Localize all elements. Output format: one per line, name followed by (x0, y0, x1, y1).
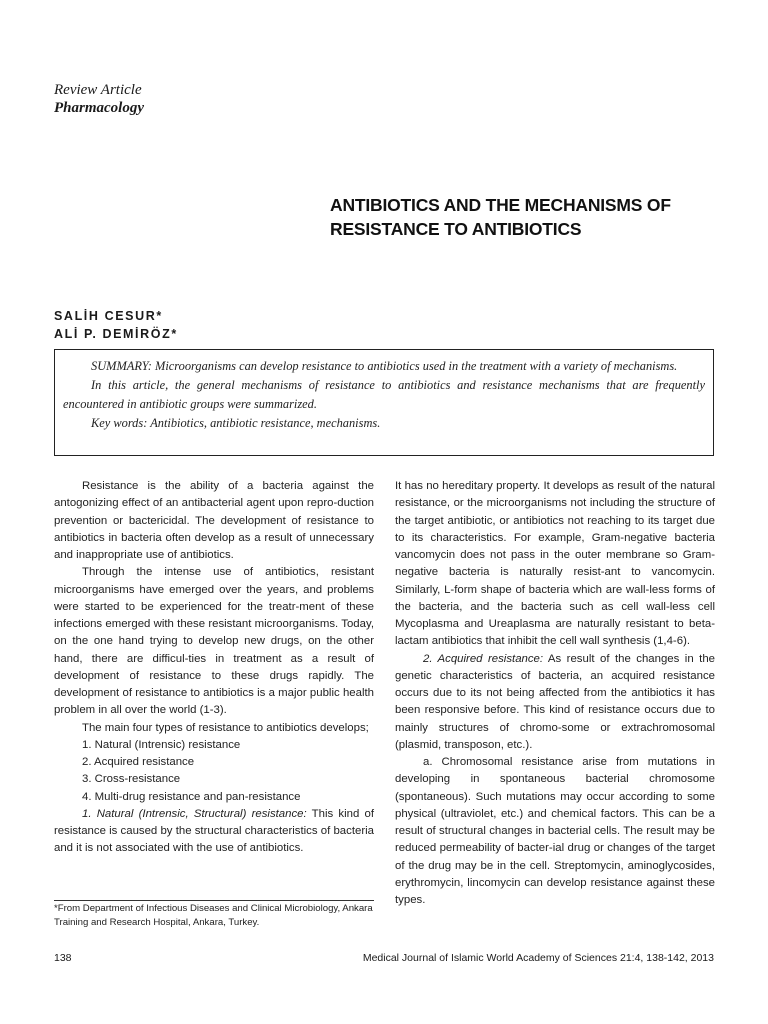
author-list (54, 307, 178, 343)
paragraph-text: As result of the changes in the genetic characteristics of bacteria, an acquired resistance occurs due to its not being affected from the antibiotics it has been responsive before. This kind of resistance occurs due to mainly structures of chromo-some or extrachromosomal (plasmid, transposon, etc.). (395, 652, 715, 751)
author-1: SALİH CESUR* (54, 309, 163, 323)
paragraph: It has no hereditary property. It develops as result of the natural resistance, or the microorganisms not including the structure of the target antibiotic, or antibiotics not reaching to its target due to its characteristics. For example, Gram-negative bacteria vancomycin does not pass in the outer membrane so Gram-negative bacteria is naturally resist-ant to vancomycin. Similarly, L-form shape of bacteria which are wall-less forms of the bacteria, and the bacteria such as cell wall-less cell Mycoplasma and Ureaplasma are naturally resistant to beta-lactam antibiotics that inhibit the cell wall synthesis (1,4-6). (395, 480, 715, 648)
list-item: 2. Acquired resistance (82, 756, 195, 768)
page-number: 138 (54, 952, 72, 964)
list-item: 4. Multi-drug resistance and pan-resistance (82, 790, 301, 803)
paragraph: a. Chromosomal resistance arise from mutations in developing in spontaneous bacterial chromosome (spontaneous). Such mutations may occur according to some physical (ultraviolet, etc.) and chemical factors. This can be a result of structural changes in bacterial cells. The result may be reduced permeability of bacter-ial drug or changes of the target of the drug may be in the cell. Streptomycin, aminoglycosides, erythromycin, lincomycin can develop resistance against these types. (395, 756, 715, 906)
article-field: Pharmacology (54, 100, 144, 116)
article-type: Review Article (54, 82, 142, 98)
list-item: 1. Natural (Intrensic) resistance (82, 738, 241, 751)
summary-box (54, 349, 714, 456)
title-line-1: ANTIBIOTICS AND THE MECHANISMS OF (330, 195, 671, 215)
article-title (330, 193, 730, 241)
paragraph (395, 651, 715, 755)
footnote: *From Department of Infectious Diseases and Clinical Microbiology, Ankara Training and Research Hospital, Ankara, Turkey. (54, 903, 373, 928)
section-lead: 2. Acquired resistance: (423, 652, 544, 665)
summary-text: SUMMARY: Microorganisms can develop resistance to antibiotics used in the treatment with a variety of mechanisms. (91, 359, 678, 373)
journal-citation: Medical Journal of Islamic World Academy of Sciences 21:4, 138-142, 2013 (362, 952, 714, 964)
list-item: 3. Cross-resistance (82, 773, 181, 786)
body-column-left (54, 478, 374, 858)
section-lead: 1. Natural (Intrensic, Structural) resistance: (82, 807, 307, 820)
keywords: Key words: Antibiotics, antibiotic resistance, mechanisms. (91, 416, 381, 430)
paragraph: The main four types of resistance to antibiotics develops; (82, 721, 369, 734)
paragraph (54, 806, 374, 858)
paragraph: Through the intense use of antibiotics, resistant microorganisms have emerged over the years, and problems were started to be experienced for the treatr-ment of these infections emerged with these resistant microorganisms. Today, on the one hand trying to develop new drugs, on the other hand, there are difficul-ties in treatment as a result of development of resistance to these drugs rapidly. The development of resistance to antibiotics is a major public health problem in all over the world (1-3). (54, 566, 374, 717)
author-2: ALİ P. DEMİRÖZ* (54, 327, 178, 341)
body-column-right (395, 478, 715, 909)
footnote-divider (54, 900, 374, 901)
paragraph: Resistance is the ability of a bacteria against the antogonizing effect of an antibacterial agent upon repro-duction prevention or bactericidal. The development of resistance to antibiotics in bacteria often develop as a result of unnecessary and inappropriate use of antibiotics. (54, 480, 374, 561)
summary-article-text: In this article, the general mechanisms of resistance to antibiotics and resistance mechanisms that are frequently encountered in antibiotic groups were summarized. (63, 378, 705, 411)
title-line-2: RESISTANCE TO ANTIBIOTICS (330, 219, 582, 239)
paragraph-text: This kind of resistance is caused by the structural characteristics of bacteria and it is not associated with the use of antibiotics. (54, 807, 375, 855)
